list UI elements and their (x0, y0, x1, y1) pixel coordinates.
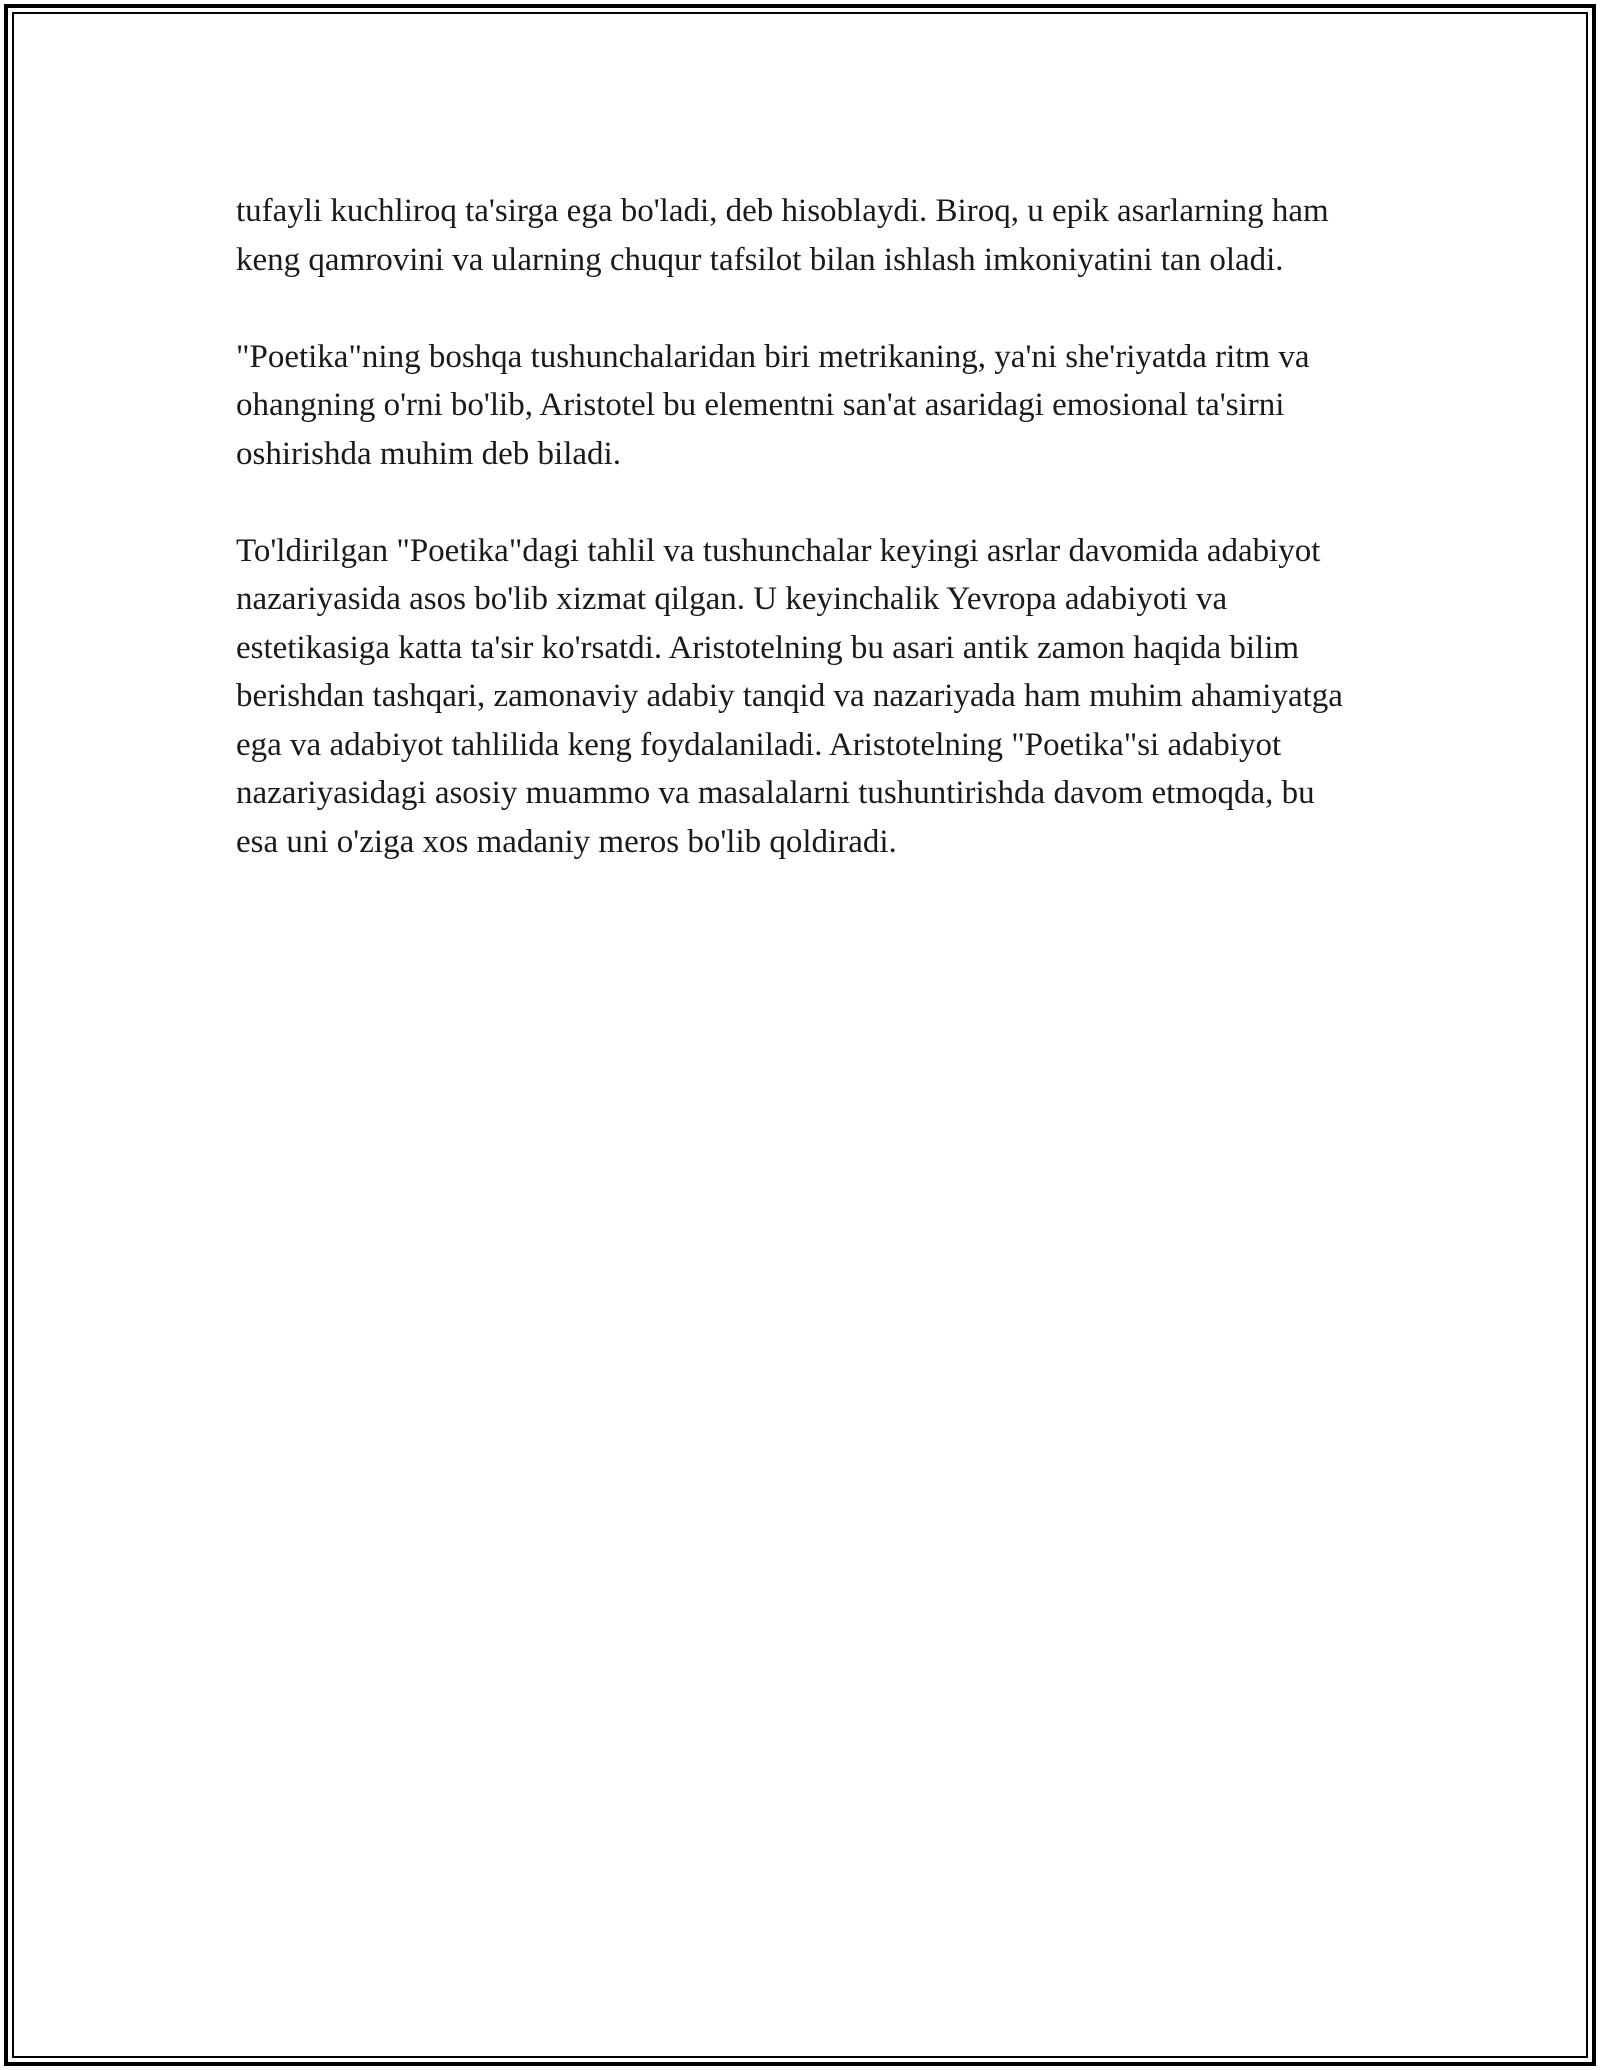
paragraph-1: tufayli kuchliroq ta'sirga ega bo'ladi, deb hisoblaydi. Biroq, u epik asarlarning ham keng qamrovini va ularning chuqur tafsilot bilan ishlash imkoniyatini tan oladi. (236, 193, 1329, 278)
paragraph-2: "Poetika"ning boshqa tushunchalaridan biri metrikaning, ya'ni she'riyatda ritm va ohangning o'rni bo'lib, Aristotel bu elementni san'at asaridagi emosional ta'sirni oshirishda muhim deb biladi. (236, 338, 1310, 472)
paragraph-3: To'ldirilgan "Poetika"dagi tahlil va tushunchalar keyingi asrlar davomida adabiyot nazariyasida asos bo'lib xizmat qilgan. U keyinchalik Yevropa adabiyoti va estetikasiga katta ta'sir ko'rsatdi. Aristotelning bu asari antik zamon haqida bilim berishdan tashqari, zamonaviy adabiy tanqid va nazariyada ham muhim ahamiyatga ega va adabiyot tahlilida keng foydalaniladi. Aristotelning "Poetika"si adabiyot nazariyasidagi asosiy muammo va masalalarni tushuntirishda davom etmoqda, bu esa uni o'ziga xos madaniy meros bo'lib qoldiradi. (236, 532, 1343, 860)
document-body (236, 187, 1356, 915)
